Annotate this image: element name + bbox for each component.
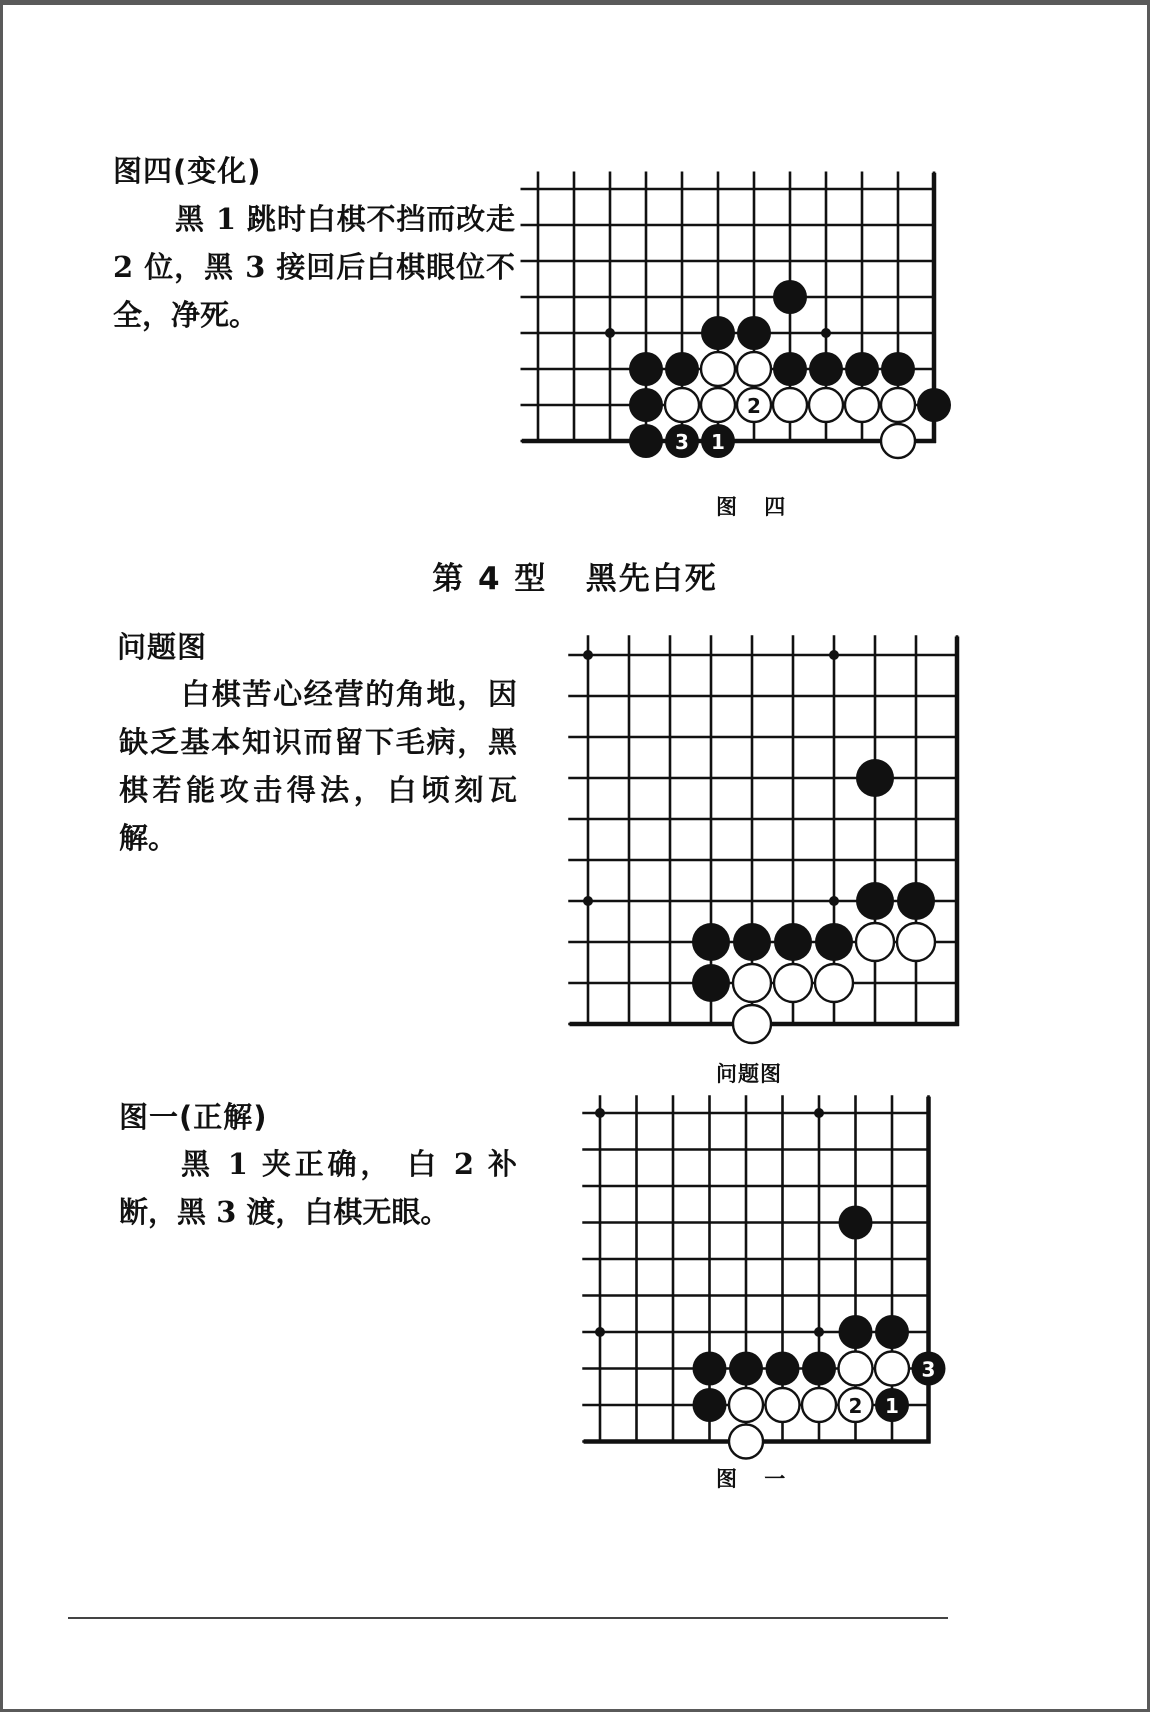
star-point — [814, 1327, 824, 1337]
figure-1-caption: 图 一 — [716, 1466, 796, 1491]
move-number: 1 — [885, 1394, 899, 1418]
book-page — [3, 5, 1147, 1709]
black-stone — [875, 1315, 909, 1349]
black-stone — [693, 1352, 727, 1386]
problem-type-title: 第 4 型 黑先白死 — [432, 561, 718, 597]
problem-paragraph: 白棋苦心经营的角地，因缺乏基本知识而留下毛病，黑棋若能攻击得法，白顷刻瓦解。 — [119, 677, 517, 855]
move-number: 3 — [921, 1357, 936, 1382]
white-stone — [766, 1388, 800, 1422]
figure-1-diagram — [3, 5, 1147, 1709]
move-number: 3 — [675, 430, 689, 454]
star-point — [595, 1327, 605, 1337]
white-stone — [875, 1352, 909, 1386]
black-stone — [693, 1388, 727, 1422]
footer-rule — [68, 1617, 948, 1619]
star-point — [595, 1108, 605, 1118]
figure-4-paragraph: 黑 1 跳时白棋不挡而改走 2 位，黑 3 接回后白棋眼位不全，净死。 — [113, 202, 515, 332]
figure-1-heading: 图一(正解) — [119, 1100, 268, 1134]
black-stone — [839, 1206, 873, 1240]
black-stone — [802, 1352, 836, 1386]
black-stone — [875, 1388, 909, 1422]
black-stone — [729, 1352, 763, 1386]
figure-4-heading: 图四(变化) — [113, 154, 262, 188]
move-number: 2 — [848, 1394, 863, 1418]
problem-heading: 问题图 — [117, 630, 208, 664]
white-stone — [839, 1352, 873, 1386]
black-stone — [839, 1315, 873, 1349]
white-stone — [729, 1388, 763, 1422]
grid-lines — [584, 1097, 929, 1442]
white-stone — [729, 1425, 763, 1459]
black-stone — [912, 1352, 946, 1386]
move-number: 1 — [711, 430, 725, 454]
star-point — [814, 1108, 824, 1118]
move-number: 2 — [747, 394, 761, 418]
white-stone — [802, 1388, 836, 1422]
figure-1-paragraph: 黑 1 夹正确， 白 2 补断，黑 3 渡，白棋无眼。 — [119, 1147, 517, 1229]
figure-1-board — [584, 1097, 946, 1459]
problem-caption: 问题图 — [716, 1061, 782, 1086]
figure-4-caption: 图 四 — [716, 494, 796, 519]
white-stone — [839, 1388, 873, 1422]
black-stone — [766, 1352, 800, 1386]
